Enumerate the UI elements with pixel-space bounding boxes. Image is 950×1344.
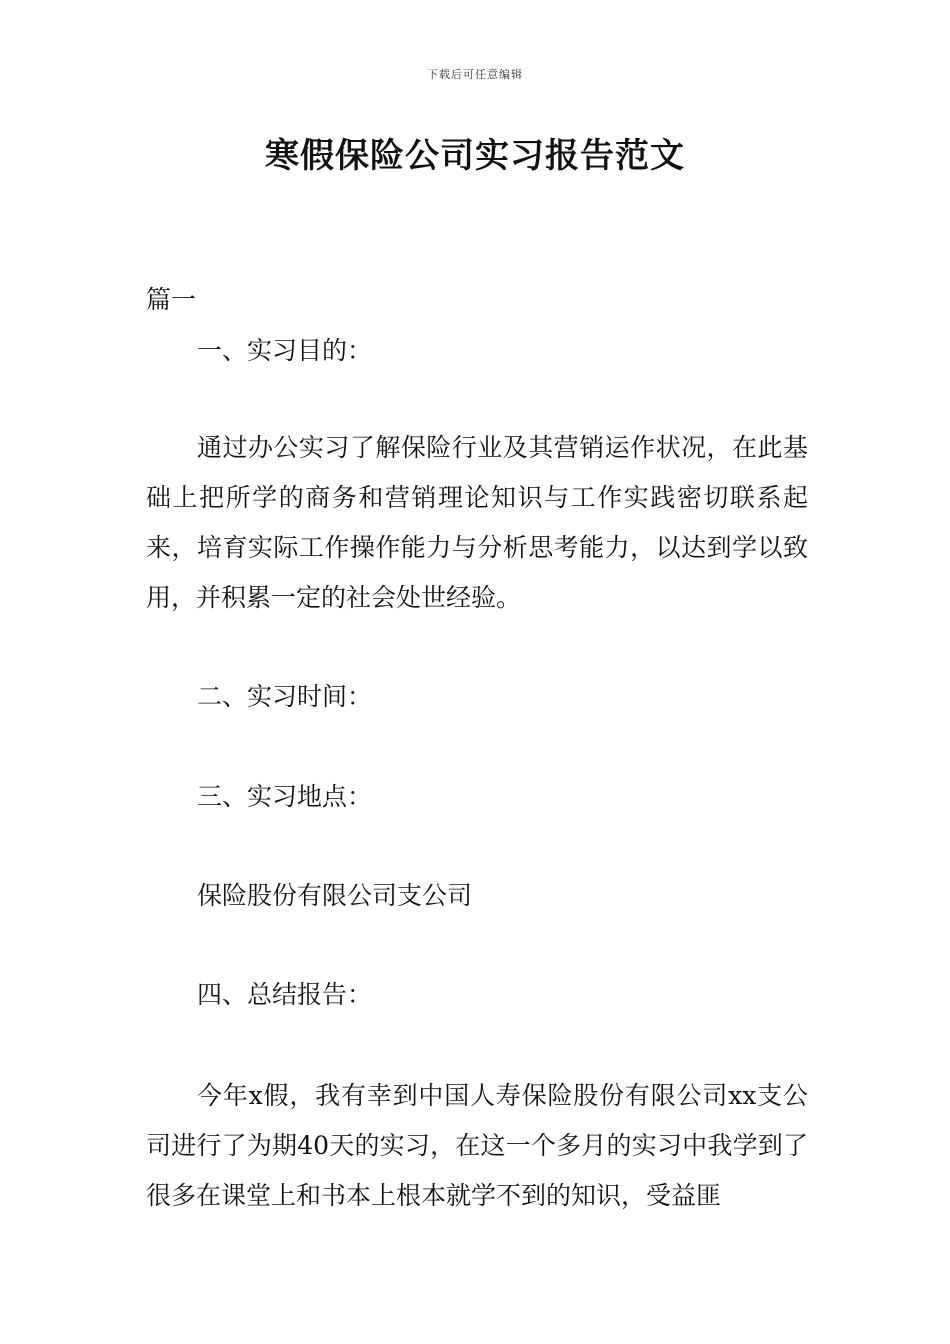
paragraph-purpose: 通过办公实习了解保险行业及其营销运作状况，在此基础上把所学的商务和营销理论知识与工作实践密切联系起来，培育实际工作操作能力与分析思考能力，以达到学以致用，并积累一定的社会处世经验。 [146,433,808,612]
heading-purpose: 一、实习目的： [197,336,373,365]
heading-place: 三、实习地点： [197,782,373,811]
section-label: 篇一 [146,285,197,314]
header-note: 下载后可任意编辑 [427,68,523,81]
paragraph-summary: 今年x假，我有幸到中国人寿保险股份有限公司xx支公司进行了为期40天的实习，在这一个多月的实习中我学到了很多在课堂上和书本上根本就学不到的知识，受益匪 [146,1081,808,1210]
paragraph-place: 保险股份有限公司支公司 [197,881,473,910]
heading-time: 二、实习时间： [197,682,373,711]
document-title: 寒假保险公司实习报告范文 [265,136,685,176]
heading-summary: 四、总结报告： [197,980,373,1009]
